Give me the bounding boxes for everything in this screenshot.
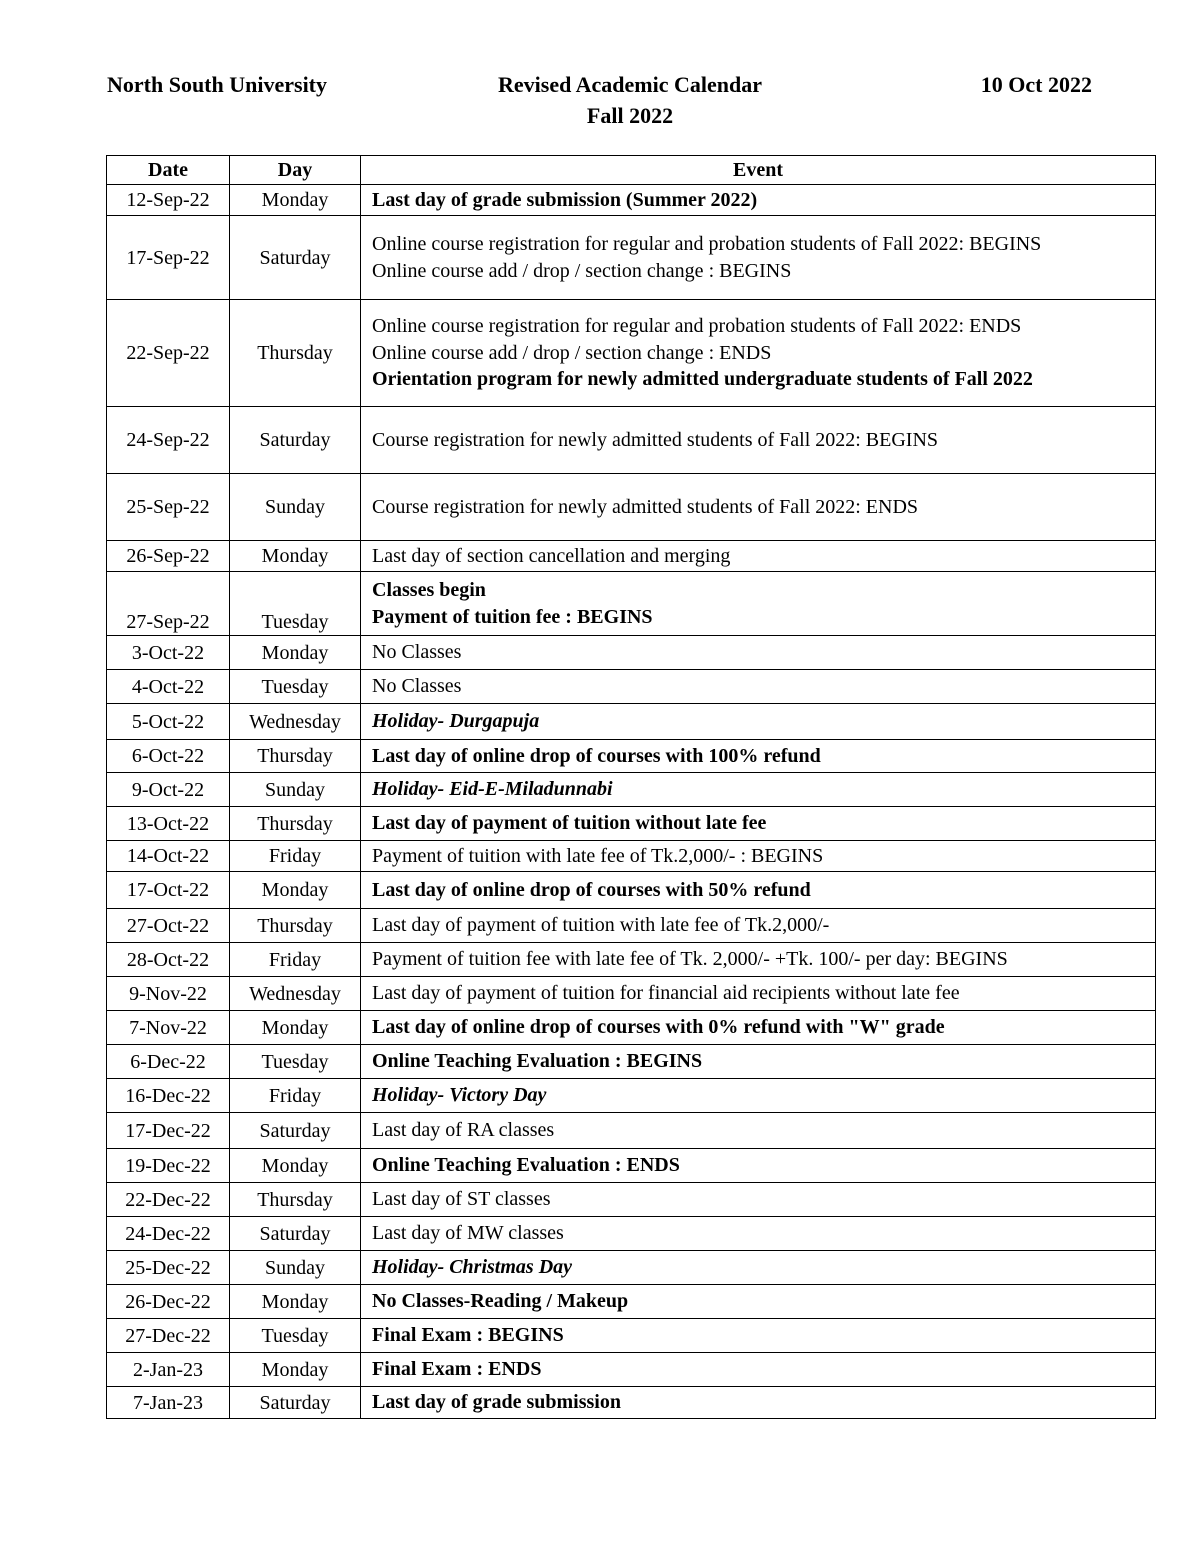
event-text: Payment of tuition fee : BEGINS xyxy=(372,605,653,628)
date-cell: 6-Dec-22 xyxy=(107,1045,230,1079)
event-text: Holiday- Victory Day xyxy=(372,1084,547,1107)
table-row xyxy=(107,474,1156,541)
event-text: Holiday- Eid-E-Miladunnabi xyxy=(372,778,613,801)
table-row xyxy=(107,773,1156,807)
day-cell: Monday xyxy=(230,1149,361,1183)
table-row xyxy=(107,1251,1156,1285)
table-row xyxy=(107,216,1156,300)
revision-date: 10 Oct 2022 xyxy=(980,72,1092,97)
event-text: Last day of online drop of courses with 100% refund xyxy=(372,744,821,767)
table-row xyxy=(107,1045,1156,1079)
event-cell xyxy=(361,1079,1156,1113)
table-row xyxy=(107,1011,1156,1045)
event-cell xyxy=(361,909,1156,943)
day-cell: Wednesday xyxy=(230,704,361,740)
day-cell: Sunday xyxy=(230,1251,361,1285)
event-text: No Classes xyxy=(372,641,462,664)
event-cell xyxy=(361,1149,1156,1183)
event-text: Orientation program for newly admitted undergraduate students of Fall 2022 xyxy=(372,368,1033,391)
event-text: Classes begin xyxy=(372,579,486,601)
day-cell: Tuesday xyxy=(230,1045,361,1079)
event-text: Online Teaching Evaluation : BEGINS xyxy=(372,1050,703,1073)
event-text: Last day of payment of tuition for financial aid recipients without late fee xyxy=(372,982,960,1005)
table-row xyxy=(107,1113,1156,1149)
day-cell: Thursday xyxy=(230,1183,361,1217)
event-text: Online course registration for regular and probation students of Fall 2022: BEGINS xyxy=(372,233,1042,255)
event-text: Holiday- Christmas Day xyxy=(372,1256,573,1279)
date-cell: 24-Dec-22 xyxy=(107,1217,230,1251)
event-text: Last day of online drop of courses with 50% refund xyxy=(372,878,811,901)
table-row xyxy=(107,407,1156,474)
date-cell: 7-Jan-23 xyxy=(107,1387,230,1419)
day-cell: Tuesday xyxy=(230,670,361,704)
table-row xyxy=(107,541,1156,572)
day-cell: Monday xyxy=(230,541,361,572)
event-cell xyxy=(361,1183,1156,1217)
date-cell: 27-Sep-22 xyxy=(107,572,230,636)
table-row xyxy=(107,572,1156,636)
date-cell: 6-Oct-22 xyxy=(107,740,230,773)
date-cell: 22-Sep-22 xyxy=(107,300,230,407)
event-cell xyxy=(361,407,1156,474)
term-label: Fall 2022 xyxy=(586,103,674,128)
table-row xyxy=(107,909,1156,943)
event-text: Last day of section cancellation and merging xyxy=(372,544,731,567)
event-text: Final Exam : ENDS xyxy=(372,1358,542,1381)
event-text: Final Exam : BEGINS xyxy=(372,1324,564,1347)
event-text: Last day of payment of tuition with late fee of Tk.2,000/- xyxy=(372,914,830,937)
column-header-event: Event xyxy=(361,156,1156,185)
table-row xyxy=(107,841,1156,872)
event-cell xyxy=(361,1387,1156,1419)
date-cell: 16-Dec-22 xyxy=(107,1079,230,1113)
day-cell: Saturday xyxy=(230,1113,361,1149)
table-row xyxy=(107,1387,1156,1419)
event-text: Holiday- Durgapuja xyxy=(372,710,540,733)
event-cell xyxy=(361,1319,1156,1353)
day-cell: Friday xyxy=(230,1079,361,1113)
event-cell xyxy=(361,300,1156,407)
date-cell: 17-Oct-22 xyxy=(107,872,230,909)
date-cell: 19-Dec-22 xyxy=(107,1149,230,1183)
table-row xyxy=(107,977,1156,1011)
date-cell: 25-Sep-22 xyxy=(107,474,230,541)
day-cell: Monday xyxy=(230,1353,361,1387)
date-cell: 4-Oct-22 xyxy=(107,670,230,704)
day-cell: Sunday xyxy=(230,474,361,541)
table-row xyxy=(107,1183,1156,1217)
date-cell: 26-Dec-22 xyxy=(107,1285,230,1319)
event-cell xyxy=(361,636,1156,670)
event-cell xyxy=(361,1353,1156,1387)
event-text: Course registration for newly admitted students of Fall 2022: BEGINS xyxy=(372,428,939,451)
event-text: Payment of tuition fee with late fee of Tk. 2,000/- +Tk. 100/- per day: BEGINS xyxy=(372,948,1008,971)
table-row xyxy=(107,1149,1156,1183)
event-text: Online course registration for regular and probation students of Fall 2022: ENDS xyxy=(372,315,1022,338)
event-text: Payment of tuition with late fee of Tk.2,000/- : BEGINS xyxy=(372,844,824,867)
day-cell: Thursday xyxy=(230,740,361,773)
event-text: Last day of RA classes xyxy=(372,1119,555,1142)
day-cell: Tuesday xyxy=(230,572,361,636)
table-row xyxy=(107,185,1156,216)
event-text: Online course add / drop / section change : BEGINS xyxy=(372,259,792,282)
event-cell xyxy=(361,807,1156,841)
event-cell xyxy=(361,1217,1156,1251)
event-cell xyxy=(361,572,1156,636)
event-text: No Classes xyxy=(372,675,462,698)
calendar-table xyxy=(106,155,1156,1419)
table-row xyxy=(107,300,1156,407)
event-cell xyxy=(361,1045,1156,1079)
event-cell xyxy=(361,977,1156,1011)
event-cell xyxy=(361,773,1156,807)
day-cell: Thursday xyxy=(230,300,361,407)
event-cell xyxy=(361,740,1156,773)
event-cell xyxy=(361,1251,1156,1285)
event-cell xyxy=(361,185,1156,216)
date-cell: 25-Dec-22 xyxy=(107,1251,230,1285)
table-row xyxy=(107,943,1156,977)
day-cell: Monday xyxy=(230,636,361,670)
table-row xyxy=(107,636,1156,670)
table-row xyxy=(107,1353,1156,1387)
day-cell: Monday xyxy=(230,872,361,909)
date-cell: 17-Sep-22 xyxy=(107,216,230,300)
event-cell xyxy=(361,474,1156,541)
table-row xyxy=(107,1217,1156,1251)
date-cell: 7-Nov-22 xyxy=(107,1011,230,1045)
event-text: Last day of online drop of courses with 0% refund with "W" grade xyxy=(372,1016,945,1039)
date-cell: 5-Oct-22 xyxy=(107,704,230,740)
event-text: Last day of grade submission (Summer 2022) xyxy=(372,188,758,211)
table-row xyxy=(107,1079,1156,1113)
event-text: Last day of grade submission xyxy=(372,1391,621,1414)
event-text: Last day of ST classes xyxy=(372,1188,551,1211)
day-cell: Monday xyxy=(230,1285,361,1319)
date-cell: 14-Oct-22 xyxy=(107,841,230,872)
university-name: North South University xyxy=(107,72,328,97)
day-cell: Wednesday xyxy=(230,977,361,1011)
table-row xyxy=(107,1319,1156,1353)
event-cell xyxy=(361,1113,1156,1149)
date-cell: 9-Oct-22 xyxy=(107,773,230,807)
event-cell xyxy=(361,704,1156,740)
day-cell: Thursday xyxy=(230,807,361,841)
date-cell: 26-Sep-22 xyxy=(107,541,230,572)
event-cell xyxy=(361,541,1156,572)
table-row xyxy=(107,807,1156,841)
calendar-body xyxy=(107,185,1156,1419)
event-cell xyxy=(361,1011,1156,1045)
date-cell: 27-Dec-22 xyxy=(107,1319,230,1353)
event-cell xyxy=(361,841,1156,872)
date-cell: 2-Jan-23 xyxy=(107,1353,230,1387)
event-text: Last day of payment of tuition without late fee xyxy=(372,812,767,835)
event-text: No Classes-Reading / Makeup xyxy=(372,1290,629,1313)
event-cell xyxy=(361,670,1156,704)
date-cell: 13-Oct-22 xyxy=(107,807,230,841)
table-row xyxy=(107,872,1156,909)
day-cell: Friday xyxy=(230,841,361,872)
date-cell: 17-Dec-22 xyxy=(107,1113,230,1149)
date-cell: 24-Sep-22 xyxy=(107,407,230,474)
event-text: Online Teaching Evaluation : ENDS xyxy=(372,1154,680,1177)
header-row xyxy=(107,156,1156,185)
day-cell: Tuesday xyxy=(230,1319,361,1353)
day-cell: Monday xyxy=(230,1011,361,1045)
date-cell: 28-Oct-22 xyxy=(107,943,230,977)
day-cell: Sunday xyxy=(230,773,361,807)
day-cell: Monday xyxy=(230,185,361,216)
day-cell: Friday xyxy=(230,943,361,977)
date-cell: 27-Oct-22 xyxy=(107,909,230,943)
table-row xyxy=(107,1285,1156,1319)
table-row xyxy=(107,670,1156,704)
event-cell xyxy=(361,1285,1156,1319)
date-cell: 9-Nov-22 xyxy=(107,977,230,1011)
table-row xyxy=(107,740,1156,773)
document-title: Revised Academic Calendar xyxy=(498,72,762,97)
date-cell: 22-Dec-22 xyxy=(107,1183,230,1217)
event-cell xyxy=(361,216,1156,300)
event-cell xyxy=(361,943,1156,977)
day-cell: Saturday xyxy=(230,407,361,474)
column-header-day: Day xyxy=(230,156,361,185)
day-cell: Thursday xyxy=(230,909,361,943)
day-cell: Saturday xyxy=(230,1217,361,1251)
date-cell: 12-Sep-22 xyxy=(107,185,230,216)
event-text: Last day of MW classes xyxy=(372,1222,564,1245)
column-header-date: Date xyxy=(107,156,230,185)
day-cell: Saturday xyxy=(230,216,361,300)
date-cell: 3-Oct-22 xyxy=(107,636,230,670)
event-text: Course registration for newly admitted students of Fall 2022: ENDS xyxy=(372,495,919,518)
day-cell: Saturday xyxy=(230,1387,361,1419)
event-text: Online course add / drop / section change : ENDS xyxy=(372,341,772,364)
event-cell xyxy=(361,872,1156,909)
table-row xyxy=(107,704,1156,740)
